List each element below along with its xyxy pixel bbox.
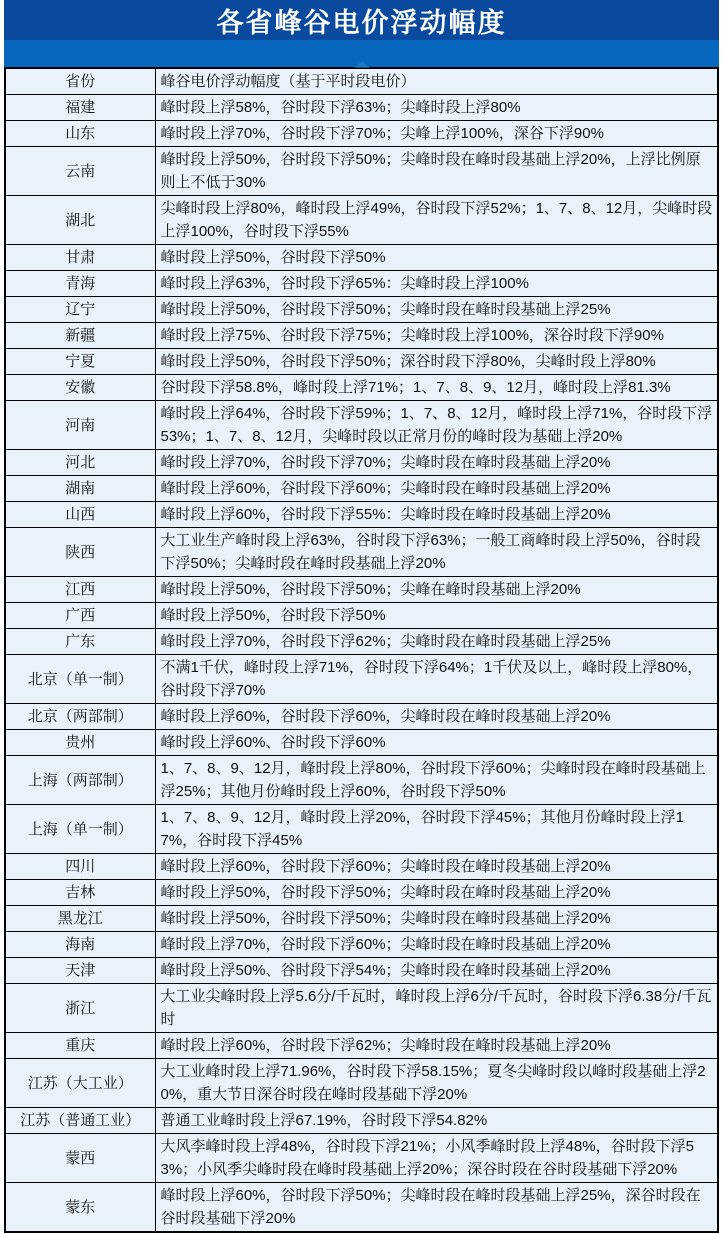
province-cell: 福建: [5, 95, 155, 121]
province-cell: 浙江: [5, 984, 155, 1033]
detail-cell: 峰时段上浮50%，谷时段下浮50%；尖峰在峰时段基础上浮20%: [155, 577, 718, 603]
province-cell: 江西: [5, 577, 155, 603]
detail-cell: 峰时段上浮60%，谷时段下浮60%，尖峰时段在峰时段基础上浮20%: [155, 704, 718, 730]
province-cell: 河北: [5, 450, 155, 476]
detail-cell: 峰时段上浮50%、谷时段下浮54%；尖峰时段在峰时段基础上浮20%: [155, 958, 718, 984]
province-cell: 山东: [5, 121, 155, 147]
detail-cell: 谷时段下浮58.8%，峰时段上浮71%；1、7、8、9、12月，峰时段上浮81.3%: [155, 375, 718, 401]
title-bar: [4, 0, 719, 40]
detail-cell: 普通工业峰时段上浮67.19%，谷时段下浮54.82%: [155, 1108, 718, 1134]
detail-cell: 不满1千伏，峰时段上浮71%，谷时段下浮64%；1千伏及以上，峰时段上浮80%，谷时段下浮70%: [155, 655, 718, 704]
province-cell: 广西: [5, 603, 155, 629]
detail-cell: 峰时段上浮50%，谷时段下浮50%；尖峰时段在峰时段基础上浮20%: [155, 880, 718, 906]
province-cell: 吉林: [5, 880, 155, 906]
detail-cell: 峰时段上浮63%，谷时段下浮65%：尖峰时段上浮100%: [155, 271, 718, 297]
header-band: [4, 40, 719, 67]
province-cell: 上海（单一制）: [5, 805, 155, 854]
table-row: [5, 958, 718, 984]
table-row: [5, 245, 718, 271]
table-row: [5, 932, 718, 958]
detail-cell: 峰时段上浮50%，谷时段下浮50%: [155, 603, 718, 629]
province-cell: 蒙西: [5, 1134, 155, 1183]
table-row: [5, 196, 718, 245]
province-cell: 贵州: [5, 730, 155, 756]
table-row: [5, 1033, 718, 1059]
table-row: [5, 984, 718, 1033]
table-row: [5, 349, 718, 375]
table-row: [5, 704, 718, 730]
province-cell: 甘肃: [5, 245, 155, 271]
table-row: [5, 805, 718, 854]
table-row: [5, 271, 718, 297]
table-row: [5, 577, 718, 603]
table-row: [5, 629, 718, 655]
province-cell: 辽宁: [5, 297, 155, 323]
detail-cell: 峰时段上浮70%，谷时段下浮70%；尖峰时段在峰时段基础上浮20%: [155, 450, 718, 476]
detail-cell: 峰时段上浮70%，谷时段下浮62%；尖峰时段在峰时段基础上浮25%: [155, 629, 718, 655]
table-row: [5, 1183, 718, 1233]
detail-cell: 峰时段上浮64%，谷时段下浮59%；1、7、8、12月，峰时段上浮71%，谷时段下浮53%；1、7、8、12月，尖峰时段以正常月份的峰时段为基础上浮20%: [155, 401, 718, 450]
table-row: [5, 528, 718, 577]
detail-cell: 峰时段上浮75%、谷时段下浮75%；尖峰时段上浮100%，深谷时段下浮90%: [155, 323, 718, 349]
table-row: [5, 1108, 718, 1134]
table-row: [5, 147, 718, 196]
detail-cell: 尖峰时段上浮80%，峰时段上浮49%，谷时段下浮52%；1、7、8、12月，尖峰时段上浮100%，谷时段下浮55%: [155, 196, 718, 245]
detail-cell: 峰时段上浮58%，谷时段下浮63%；尖峰时段上浮80%: [155, 95, 718, 121]
detail-cell: 1、7、8、9、12月，峰时段上浮80%，谷时段下浮60%；尖峰时段在峰时段基础上浮25%；其他月份峰时段上浮60%，谷时段下浮50%: [155, 756, 718, 805]
page-title: 各省峰谷电价浮动幅度: [216, 7, 507, 38]
table-row: [5, 502, 718, 528]
detail-cell: 大风李峰时段上浮48%，谷时段下浮21%；小风季峰时段上浮48%，谷时段下浮53%；小风季尖峰时段在峰时段基础上浮20%；深谷时段在谷时段基础下浮20%: [155, 1134, 718, 1183]
detail-cell: 峰时段上浮60%，谷时段下浮55%：尖峰时段在峰时段基础上浮20%: [155, 502, 718, 528]
province-cell: 湖北: [5, 196, 155, 245]
detail-cell: 峰时段上浮60%、谷时段下浮60%: [155, 730, 718, 756]
table-row: [5, 323, 718, 349]
province-cell: 四川: [5, 854, 155, 880]
province-cell: 海南: [5, 932, 155, 958]
column-header-province: 省份: [5, 68, 155, 95]
detail-cell: 峰时段上浮70%，谷时段下浮60%；尖峰时段在峰时段基础上浮20%: [155, 932, 718, 958]
province-cell: 湖南: [5, 476, 155, 502]
table-body: [5, 95, 718, 1233]
table-row: [5, 906, 718, 932]
province-cell: 山西: [5, 502, 155, 528]
detail-cell: 峰时段上浮70%，谷时段下浮70%；尖峰上浮100%，深谷下浮90%: [155, 121, 718, 147]
detail-cell: 大工业峰时段上浮71.96%，谷时段下浮58.15%；夏冬尖峰时段以峰时段基础上浮20%，重大节日深谷时段在峰时段基础下浮20%: [155, 1059, 718, 1108]
province-cell: 上海（两部制）: [5, 756, 155, 805]
detail-cell: 峰时段上浮60%，谷时段下浮60%；尖峰时段在峰时段基础上浮20%: [155, 854, 718, 880]
table-row: [5, 297, 718, 323]
detail-cell: 大工业生产峰时段上浮63%，谷时段下浮63%；一般工商峰时段上浮50%，谷时段下浮50%；尖峰时段在峰时段基础上浮20%: [155, 528, 718, 577]
province-cell: 陕西: [5, 528, 155, 577]
province-cell: 安徽: [5, 375, 155, 401]
table-row: [5, 655, 718, 704]
column-header-detail: 峰谷电价浮动幅度（基于平时段电价）: [155, 68, 718, 95]
table-header-row: [5, 68, 718, 95]
province-cell: 青海: [5, 271, 155, 297]
table-row: [5, 1059, 718, 1108]
table-row: [5, 1134, 718, 1183]
table-row: [5, 476, 718, 502]
table-row: [5, 121, 718, 147]
band-notch-icon: [354, 61, 370, 68]
table-row: [5, 603, 718, 629]
detail-cell: 峰时段上浮50%，谷时段下浮50%；深谷时段下浮80%，尖峰时段上浮80%: [155, 349, 718, 375]
province-cell: 广东: [5, 629, 155, 655]
detail-cell: 峰时段上浮50%，谷时段下浮50%: [155, 245, 718, 271]
detail-cell: 1、7、8、9、12月，峰时段上浮20%，谷时段下浮45%；其他月份峰时段上浮17%，谷时段下浮45%: [155, 805, 718, 854]
province-cell: 黑龙江: [5, 906, 155, 932]
detail-cell: 峰时段上浮50%，谷时段下浮50%；尖峰时段在峰时段基础上浮20%，上浮比例原则上不低于30%: [155, 147, 718, 196]
province-cell: 江苏（大工业）: [5, 1059, 155, 1108]
province-cell: 江苏（普通工业）: [5, 1108, 155, 1134]
table-row: [5, 450, 718, 476]
table-row: [5, 880, 718, 906]
detail-cell: 峰时段上浮60%，谷时段下浮50%；尖峰时段在峰时段基础上浮25%，深谷时段在谷时段基础下浮20%: [155, 1183, 718, 1233]
province-cell: 蒙东: [5, 1183, 155, 1233]
table-row: [5, 854, 718, 880]
table-row: [5, 375, 718, 401]
province-cell: 新疆: [5, 323, 155, 349]
detail-cell: 峰时段上浮60%，谷时段下浮62%；尖峰时段在峰时段基础上浮20%: [155, 1033, 718, 1059]
detail-cell: 大工业尖峰时段上浮5.6分/千瓦时，峰时段上浮6分/千瓦时，谷时段下浮6.38分/千瓦时: [155, 984, 718, 1033]
province-cell: 云南: [5, 147, 155, 196]
detail-cell: 峰时段上浮60%，谷时段下浮60%；尖峰时段在峰时段基础上浮20%: [155, 476, 718, 502]
province-cell: 天津: [5, 958, 155, 984]
province-cell: 重庆: [5, 1033, 155, 1059]
table-row: [5, 730, 718, 756]
province-cell: 宁夏: [5, 349, 155, 375]
table-row: [5, 401, 718, 450]
province-cell: 北京（单一制）: [5, 655, 155, 704]
price-table: [4, 67, 719, 1233]
detail-cell: 峰时段上浮50%，谷时段下浮50%；尖峰时段在峰时段基础上浮20%: [155, 906, 718, 932]
table-row: [5, 756, 718, 805]
province-cell: 河南: [5, 401, 155, 450]
province-cell: 北京（两部制）: [5, 704, 155, 730]
table-row: [5, 95, 718, 121]
detail-cell: 峰时段上浮50%，谷时段下浮50%；尖峰时段在峰时段基础上浮25%: [155, 297, 718, 323]
